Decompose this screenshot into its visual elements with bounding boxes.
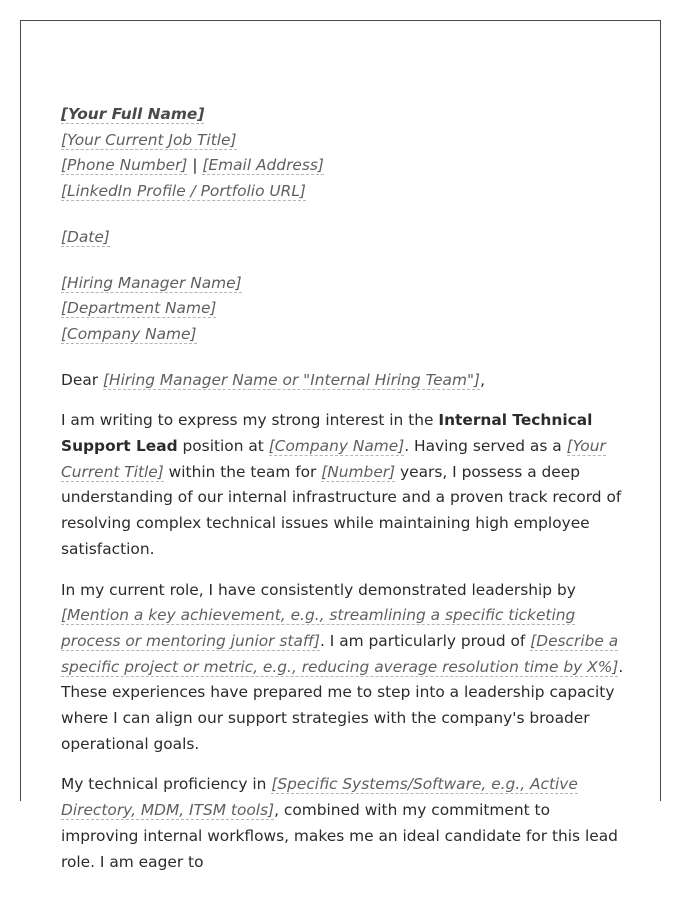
sender-full-name-placeholder[interactable]: [Your Full Name] — [61, 105, 205, 123]
position-title: Internal Technical Support Lead — [61, 411, 593, 456]
para3-text-1: My technical proficiency in — [61, 775, 272, 794]
salutation — [61, 368, 626, 394]
sender-job-title-placeholder[interactable]: [Your Current Job Title] — [61, 130, 237, 149]
document-page — [20, 20, 661, 871]
date-block — [61, 225, 626, 251]
para1-text-1: I am writing to express my strong interest in the — [61, 411, 439, 430]
years-number-placeholder[interactable]: [Number] — [321, 462, 396, 481]
para1-text-3: . Having served as a — [404, 437, 567, 456]
para3-text-2: , combined with my commitment to improving internal workflows, makes me an ideal candidate for this lead role. I am eager to — [61, 801, 618, 871]
paragraph-3 — [61, 772, 626, 875]
paragraph-1 — [61, 408, 626, 562]
sender-block — [61, 102, 626, 205]
salutation-prefix: Dear — [61, 370, 99, 389]
sender-email-placeholder[interactable]: [Email Address] — [202, 156, 324, 175]
recipient-block — [61, 271, 626, 348]
para2-text-2: . I am particularly proud of — [320, 631, 531, 650]
date-placeholder[interactable]: [Date] — [61, 227, 110, 246]
para1-text-4: within the team for — [163, 462, 322, 481]
current-title-placeholder[interactable]: [Your Current Title] — [61, 437, 606, 481]
contact-separator: | — [192, 156, 198, 175]
company-name-placeholder[interactable]: [Company Name] — [268, 437, 405, 456]
para2-text-1: In my current role, I have consistently demonstrated leadership by — [61, 580, 576, 599]
letter-body — [61, 102, 626, 890]
recipient-company-placeholder[interactable]: [Company Name] — [61, 324, 197, 343]
sender-phone-placeholder[interactable]: [Phone Number] — [61, 156, 188, 175]
recipient-department-placeholder[interactable]: [Department Name] — [61, 299, 217, 318]
sender-profile-url-placeholder[interactable]: [LinkedIn Profile / Portfolio URL] — [61, 182, 306, 201]
salutation-suffix: , — [480, 370, 485, 389]
project-metric-placeholder[interactable]: [Describe a specific project or metric, e.g., reducing average resolution time by X%] — [61, 631, 619, 676]
para1-text-2: position at — [177, 437, 269, 456]
salutation-name-placeholder[interactable]: [Hiring Manager Name or "Internal Hiring Team"] — [103, 370, 481, 389]
paragraph-2 — [61, 578, 626, 758]
achievement-placeholder[interactable]: [Mention a key achievement, e.g., streamlining a specific ticketing process or mentoring junior staff] — [61, 606, 576, 650]
systems-software-placeholder[interactable]: [Specific Systems/Software, e.g., Active Directory, MDM, ITSM tools] — [61, 775, 578, 820]
para1-text-5: years, I possess a deep understanding of our internal infrastructure and a proven track record of resolving complex technical issues while maintaining high employee satisfaction. — [61, 462, 622, 558]
recipient-manager-placeholder[interactable]: [Hiring Manager Name] — [61, 273, 242, 292]
para2-text-3: . These experiences have prepared me to step into a leadership capacity where I can align our support strategies with the company's broader operational goals. — [61, 657, 624, 753]
